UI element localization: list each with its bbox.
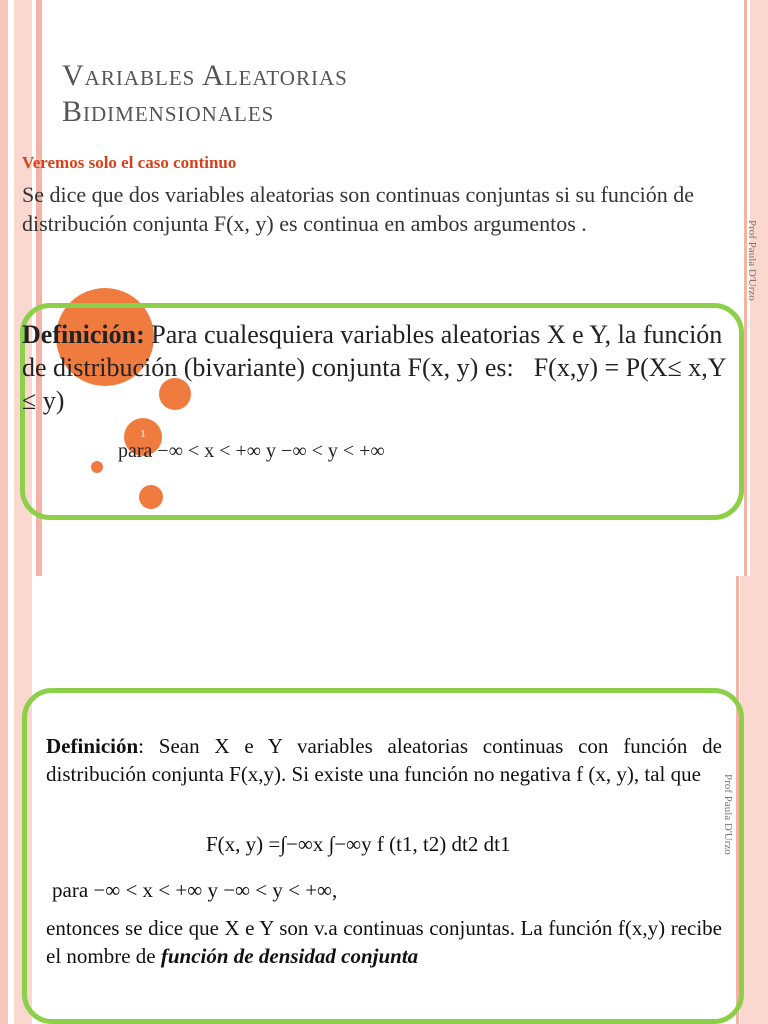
domain-range: para −∞ < x < +∞ y −∞ < y < +∞	[118, 440, 385, 462]
definition-label: Definición:	[22, 320, 145, 349]
distribution-formula: F(x,y) = P(X≤ x,Y ≤ y)	[22, 353, 726, 415]
title-line-1: Variables Aleatorias	[62, 59, 348, 92]
domain-range-2: para −∞ < x < +∞ y −∞ < y < +∞,	[52, 878, 338, 902]
title-line-2: Bidimensionales	[62, 95, 275, 128]
intro-paragraph: Se dice que dos variables aleatorias son continuas conjuntas si su función de distribución conjunta F(x, y) es continua en ambos argumentos .	[22, 182, 695, 236]
definition-paragraph	[22, 318, 742, 417]
density-integral-formula: F(x, y) =∫−∞x ∫−∞y f (t1, t2) dt2 dt1	[206, 832, 511, 856]
slide-subtitle: Veremos solo el caso continuo	[22, 153, 237, 172]
author-credit: Prof Paula D'Urzo	[746, 220, 758, 301]
conclusion-text: entonces se dice que X e Y son v.a continuas conjuntas. La función f(x,y) recibe el nombre de	[46, 916, 722, 968]
definition-paragraph-2	[46, 732, 722, 788]
decorative-stripe	[0, 576, 8, 1024]
slide-title	[62, 58, 348, 130]
page-number: 1	[140, 428, 146, 440]
conclusion-paragraph	[46, 914, 722, 970]
decorative-stripe	[0, 0, 8, 576]
decorative-stripe	[740, 576, 768, 1024]
definition-label-2: Definición	[46, 734, 139, 758]
definition-text: Para cualesquiera variables aleatorias X e Y, la función de distribución (bivariante) conjunta F(x, y) es:	[22, 320, 723, 382]
density-term: función de densidad conjunta	[160, 944, 419, 968]
definition-text-2: : Sean X e Y variables aleatorias continuas con función de distribución conjunta F(x,y). Si existe una función no negativa f (x, y), tal que	[46, 734, 722, 786]
author-credit-2: Prof Paula D'Urzo	[722, 774, 734, 855]
